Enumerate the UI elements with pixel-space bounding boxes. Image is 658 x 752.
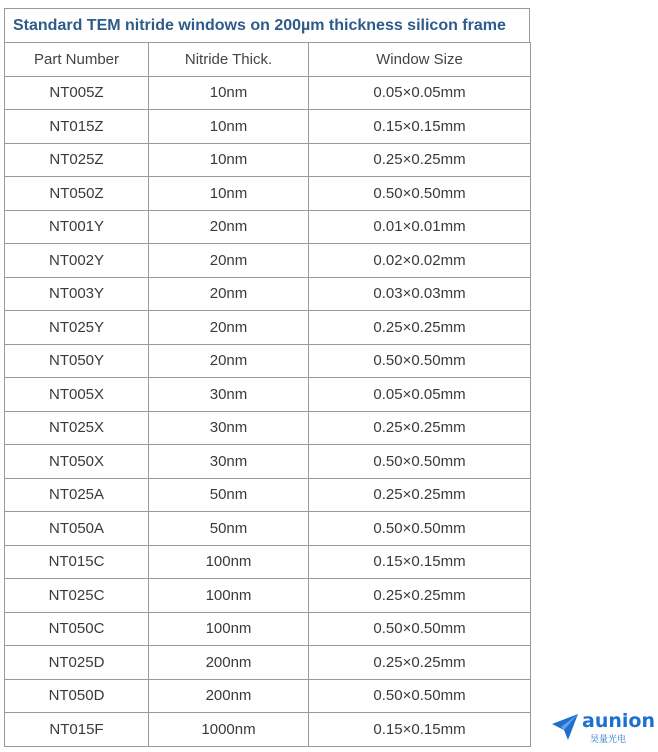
- window-size-cell: 0.50×0.50mm: [309, 445, 531, 479]
- part-number-cell: NT050A: [5, 512, 149, 546]
- table-header: [5, 43, 531, 77]
- table-row: [5, 244, 531, 278]
- nitride-thickness-cell: 10nm: [149, 110, 309, 144]
- nitride-thickness-cell: 20nm: [149, 210, 309, 244]
- table-row: [5, 512, 531, 546]
- window-size-cell: 0.25×0.25mm: [309, 143, 531, 177]
- table-row: [5, 76, 531, 110]
- part-number-cell: NT050Y: [5, 344, 149, 378]
- table-row: [5, 579, 531, 613]
- part-number-cell: NT050D: [5, 679, 149, 713]
- window-size-cell: 0.25×0.25mm: [309, 646, 531, 680]
- table-row: [5, 411, 531, 445]
- nitride-thickness-cell: 100nm: [149, 545, 309, 579]
- nitride-thickness-cell: 1000nm: [149, 713, 309, 747]
- window-size-cell: 0.25×0.25mm: [309, 478, 531, 512]
- nitride-thickness-cell: 20nm: [149, 311, 309, 345]
- table-row: [5, 679, 531, 713]
- window-size-cell: 0.25×0.25mm: [309, 411, 531, 445]
- window-size-cell: 0.15×0.15mm: [309, 545, 531, 579]
- window-size-cell: 0.05×0.05mm: [309, 76, 531, 110]
- table-row: [5, 344, 531, 378]
- part-number-cell: NT015F: [5, 713, 149, 747]
- table-row: [5, 277, 531, 311]
- window-size-cell: 0.03×0.03mm: [309, 277, 531, 311]
- part-number-cell: NT015C: [5, 545, 149, 579]
- nitride-thickness-cell: 30nm: [149, 411, 309, 445]
- nitride-thickness-cell: 10nm: [149, 76, 309, 110]
- part-number-cell: NT050X: [5, 445, 149, 479]
- window-size-cell: 0.50×0.50mm: [309, 177, 531, 211]
- part-number-cell: NT005Z: [5, 76, 149, 110]
- table-body: [5, 76, 531, 746]
- table-row: [5, 713, 531, 747]
- nitride-thickness-cell: 50nm: [149, 478, 309, 512]
- table-row: [5, 646, 531, 680]
- table-row: [5, 545, 531, 579]
- header-nitride-thickness: Nitride Thick.: [149, 43, 309, 77]
- table-row: [5, 612, 531, 646]
- header-part-number: Part Number: [5, 43, 149, 77]
- nitride-thickness-cell: 200nm: [149, 646, 309, 680]
- logo-text: aunion: [582, 710, 655, 732]
- table-row: [5, 311, 531, 345]
- nitride-thickness-cell: 100nm: [149, 579, 309, 613]
- window-size-cell: 0.25×0.25mm: [309, 311, 531, 345]
- window-size-cell: 0.15×0.15mm: [309, 713, 531, 747]
- window-size-cell: 0.01×0.01mm: [309, 210, 531, 244]
- window-size-cell: 0.50×0.50mm: [309, 612, 531, 646]
- product-table: [4, 42, 531, 747]
- part-number-cell: NT015Z: [5, 110, 149, 144]
- part-number-cell: NT003Y: [5, 277, 149, 311]
- part-number-cell: NT025D: [5, 646, 149, 680]
- part-number-cell: NT025X: [5, 411, 149, 445]
- part-number-cell: NT050C: [5, 612, 149, 646]
- part-number-cell: NT005X: [5, 378, 149, 412]
- table-title: Standard TEM nitride windows on 200µm thickness silicon frame: [4, 8, 530, 42]
- nitride-thickness-cell: 100nm: [149, 612, 309, 646]
- nitride-thickness-cell: 20nm: [149, 344, 309, 378]
- part-number-cell: NT001Y: [5, 210, 149, 244]
- product-table-container: [4, 8, 530, 747]
- table-row: [5, 143, 531, 177]
- paper-plane-logo-icon: [550, 712, 580, 742]
- part-number-cell: NT025Y: [5, 311, 149, 345]
- logo-subtext: 昊量光电: [590, 734, 627, 744]
- nitride-thickness-cell: 20nm: [149, 244, 309, 278]
- table-row: [5, 210, 531, 244]
- table-row: [5, 177, 531, 211]
- nitride-thickness-cell: 200nm: [149, 679, 309, 713]
- nitride-thickness-cell: 50nm: [149, 512, 309, 546]
- part-number-cell: NT025Z: [5, 143, 149, 177]
- nitride-thickness-cell: 10nm: [149, 143, 309, 177]
- nitride-thickness-cell: 20nm: [149, 277, 309, 311]
- nitride-thickness-cell: 10nm: [149, 177, 309, 211]
- nitride-thickness-cell: 30nm: [149, 378, 309, 412]
- window-size-cell: 0.50×0.50mm: [309, 512, 531, 546]
- table-row: [5, 378, 531, 412]
- window-size-cell: 0.15×0.15mm: [309, 110, 531, 144]
- header-window-size: Window Size: [309, 43, 531, 77]
- window-size-cell: 0.50×0.50mm: [309, 344, 531, 378]
- table-row: [5, 478, 531, 512]
- window-size-cell: 0.05×0.05mm: [309, 378, 531, 412]
- header-row: [5, 43, 531, 77]
- nitride-thickness-cell: 30nm: [149, 445, 309, 479]
- part-number-cell: NT002Y: [5, 244, 149, 278]
- window-size-cell: 0.02×0.02mm: [309, 244, 531, 278]
- part-number-cell: NT025A: [5, 478, 149, 512]
- window-size-cell: 0.50×0.50mm: [309, 679, 531, 713]
- table-row: [5, 110, 531, 144]
- window-size-cell: 0.25×0.25mm: [309, 579, 531, 613]
- table-row: [5, 445, 531, 479]
- aunion-logo: [550, 708, 655, 748]
- part-number-cell: NT025C: [5, 579, 149, 613]
- part-number-cell: NT050Z: [5, 177, 149, 211]
